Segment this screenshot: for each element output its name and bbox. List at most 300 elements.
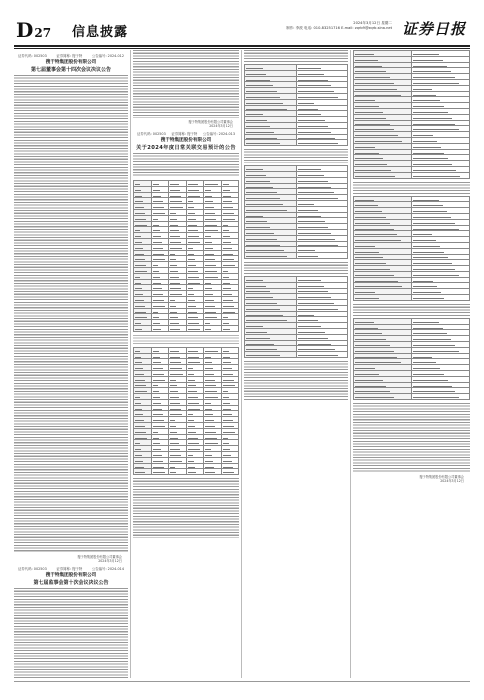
cell-text-placeholder: [205, 432, 216, 433]
cell-text-placeholder: [246, 239, 277, 240]
cell-text-placeholder: [153, 207, 164, 208]
cell-text-placeholder: [135, 403, 141, 404]
cell-text-placeholder: [153, 184, 160, 185]
cell-text-placeholder: [298, 138, 335, 139]
cell-text-placeholder: [413, 386, 452, 387]
cell-text-placeholder: [355, 176, 395, 177]
cell-text-placeholder: [298, 216, 322, 217]
cell-text-placeholder: [153, 300, 164, 301]
cell-text-placeholder: [355, 380, 383, 381]
cell-text-placeholder: [135, 449, 141, 450]
cell-text-placeholder: [135, 190, 141, 191]
cell-text-placeholder: [188, 306, 196, 307]
notice-header-1: [14, 53, 128, 73]
cell-text-placeholder: [298, 221, 325, 222]
signature: [353, 475, 470, 483]
cell-text-placeholder: [413, 217, 451, 218]
cell-text-placeholder: [298, 256, 319, 257]
cell-text-placeholder: [246, 198, 280, 199]
cell-text-placeholder: [413, 240, 436, 241]
cell-text-placeholder: [153, 323, 160, 324]
cell-text-placeholder: [188, 207, 195, 208]
table-cell: [151, 469, 169, 475]
company-name: 搜于特集团股份有限公司: [160, 138, 212, 143]
cell-text-placeholder: [413, 333, 447, 334]
notice-body: [353, 304, 470, 316]
cell-text-placeholder: [413, 292, 441, 293]
cell-text-placeholder: [413, 200, 439, 201]
cell-text-placeholder: [355, 170, 391, 171]
cell-text-placeholder: [188, 236, 200, 237]
cell-text-placeholder: [188, 397, 199, 398]
cell-text-placeholder: [170, 225, 178, 226]
cell-text-placeholder: [246, 80, 270, 81]
cell-text-placeholder: [170, 230, 179, 231]
cell-text-placeholder: [413, 229, 459, 230]
cell-text-placeholder: [223, 288, 232, 289]
cell-text-placeholder: [205, 449, 211, 450]
cell-text-placeholder: [223, 225, 229, 226]
cell-text-placeholder: [153, 283, 161, 284]
cell-text-placeholder: [170, 403, 180, 404]
cell-text-placeholder: [223, 248, 233, 249]
cell-text-placeholder: [355, 345, 390, 346]
cell-text-placeholder: [170, 449, 180, 450]
cell-text-placeholder: [135, 351, 140, 352]
cell-text-placeholder: [413, 368, 440, 369]
cell-text-placeholder: [170, 277, 179, 278]
cell-text-placeholder: [413, 95, 436, 96]
cell-text-placeholder: [153, 329, 161, 330]
notice-body: [244, 361, 348, 401]
table-cell: [204, 325, 222, 331]
table-cell: [151, 325, 169, 331]
cell-text-placeholder: [153, 248, 163, 249]
cell-text-placeholder: [413, 257, 448, 258]
cell-text-placeholder: [205, 277, 218, 278]
cell-text-placeholder: [153, 368, 163, 369]
notice-meta: [14, 566, 128, 571]
table-body: [134, 181, 239, 332]
cell-text-placeholder: [170, 374, 183, 375]
table-cell: [169, 469, 187, 475]
cell-text-placeholder: [153, 317, 159, 318]
cell-text-placeholder: [188, 184, 199, 185]
cell-text-placeholder: [188, 329, 200, 330]
stock-code: 证券代码: 002503: [18, 54, 47, 58]
cell-text-placeholder: [188, 385, 197, 386]
cell-text-placeholder: [223, 385, 236, 386]
issue-info: [282, 21, 392, 31]
issue-contact: 制作: 李波 电话: 010-83251716 E-mail: zqrb9@zqrb.sina.net: [286, 26, 392, 30]
cell-text-placeholder: [355, 89, 397, 90]
notice-body: [14, 588, 128, 678]
cell-text-placeholder: [205, 329, 211, 330]
notice-header-3: [14, 566, 128, 586]
cell-text-placeholder: [170, 409, 181, 410]
cell-text-placeholder: [205, 207, 214, 208]
cell-text-placeholder: [223, 432, 236, 433]
cell-text-placeholder: [153, 461, 163, 462]
cell-text-placeholder: [135, 432, 146, 433]
cell-text-placeholder: [413, 362, 436, 363]
cell-text-placeholder: [246, 280, 263, 281]
cell-text-placeholder: [413, 275, 459, 276]
cell-text-placeholder: [153, 467, 164, 468]
cell-text-placeholder: [223, 242, 232, 243]
cell-text-placeholder: [153, 190, 161, 191]
cell-text-placeholder: [135, 230, 140, 231]
cell-text-placeholder: [153, 254, 164, 255]
cell-text-placeholder: [153, 271, 159, 272]
cell-text-placeholder: [413, 205, 443, 206]
table-cell: [412, 394, 470, 400]
cell-text-placeholder: [413, 328, 443, 329]
cell-text-placeholder: [223, 236, 231, 237]
cell-text-placeholder: [153, 380, 165, 381]
cell-text-placeholder: [135, 329, 142, 330]
cell-text-placeholder: [135, 409, 142, 410]
cell-text-placeholder: [205, 196, 212, 197]
cell-text-placeholder: [298, 227, 329, 228]
cell-text-placeholder: [298, 250, 315, 251]
cell-text-placeholder: [246, 320, 287, 321]
cell-text-placeholder: [135, 426, 145, 427]
cell-text-placeholder: [135, 184, 140, 185]
table-cell: [412, 295, 470, 301]
cell-text-placeholder: [413, 211, 447, 212]
cell-text-placeholder: [188, 219, 197, 220]
cell-text-placeholder: [135, 362, 142, 363]
cell-text-placeholder: [298, 175, 325, 176]
cell-text-placeholder: [298, 169, 321, 170]
cell-text-placeholder: [135, 380, 145, 381]
cell-text-placeholder: [413, 281, 433, 282]
cell-text-placeholder: [153, 351, 160, 352]
paper-logo: 证券日报: [401, 20, 466, 38]
footer-rule: [14, 681, 470, 682]
cell-text-placeholder: [413, 124, 455, 125]
cell-text-placeholder: [205, 385, 216, 386]
cell-text-placeholder: [298, 326, 322, 327]
cell-text-placeholder: [188, 368, 194, 369]
cell-text-placeholder: [205, 409, 212, 410]
cell-text-placeholder: [355, 374, 379, 375]
column-3: [244, 50, 348, 678]
cell-text-placeholder: [246, 114, 263, 115]
cell-text-placeholder: [205, 242, 212, 243]
announcement-number: 公告编号: 2024-014: [91, 567, 124, 571]
cell-text-placeholder: [298, 344, 332, 345]
cell-text-placeholder: [188, 288, 193, 289]
cell-text-placeholder: [205, 306, 215, 307]
cell-text-placeholder: [298, 198, 338, 199]
cell-text-placeholder: [223, 438, 229, 439]
cell-text-placeholder: [355, 158, 383, 159]
related-party-table: [244, 64, 348, 146]
stock-code: 证券代码: 002503: [18, 567, 47, 571]
cell-text-placeholder: [223, 230, 230, 231]
cell-text-placeholder: [355, 275, 394, 276]
notice-title: 关于2024年度日常关联交易预计的公告: [136, 145, 236, 151]
cell-text-placeholder: [153, 472, 165, 473]
cell-text-placeholder: [170, 323, 179, 324]
cell-text-placeholder: [135, 467, 144, 468]
cell-text-placeholder: [298, 97, 338, 98]
cell-text-placeholder: [355, 391, 390, 392]
cell-text-placeholder: [298, 109, 318, 110]
cell-text-placeholder: [135, 283, 141, 284]
table-cell: [296, 352, 348, 358]
cell-text-placeholder: [153, 449, 161, 450]
cell-text-placeholder: [205, 265, 216, 266]
cell-text-placeholder: [205, 351, 218, 352]
notice-header-2: [133, 131, 239, 151]
cell-text-placeholder: [223, 409, 232, 410]
signature-company: 搜于特集团股份有限公司董事会: [77, 555, 122, 559]
cell-text-placeholder: [355, 240, 401, 241]
cell-text-placeholder: [205, 323, 210, 324]
cell-text-placeholder: [223, 184, 230, 185]
cell-text-placeholder: [170, 271, 178, 272]
cell-text-placeholder: [205, 443, 218, 444]
cell-text-placeholder: [135, 207, 144, 208]
table-cell: [186, 325, 204, 331]
cell-text-placeholder: [355, 351, 394, 352]
cell-text-placeholder: [413, 397, 459, 398]
table-row: [354, 295, 470, 301]
cell-text-placeholder: [298, 143, 339, 144]
cell-text-placeholder: [170, 438, 178, 439]
cell-text-placeholder: [170, 312, 177, 313]
cell-text-placeholder: [246, 210, 287, 211]
cell-text-placeholder: [355, 141, 402, 142]
cell-text-placeholder: [170, 385, 177, 386]
cell-text-placeholder: [205, 312, 216, 313]
cell-text-placeholder: [223, 219, 236, 220]
cell-text-placeholder: [205, 184, 218, 185]
cell-text-placeholder: [355, 263, 386, 264]
cell-text-placeholder: [413, 170, 456, 171]
cell-text-placeholder: [298, 291, 328, 292]
cell-text-placeholder: [413, 357, 432, 358]
cell-text-placeholder: [246, 132, 274, 133]
signature: [133, 120, 239, 128]
page-number-digits: 27: [34, 26, 52, 40]
company-name: 搜于特集团股份有限公司: [45, 573, 97, 578]
cell-text-placeholder: [223, 329, 231, 330]
cell-text-placeholder: [170, 207, 183, 208]
cell-text-placeholder: [246, 120, 267, 121]
cell-text-placeholder: [413, 100, 440, 101]
cell-text-placeholder: [223, 283, 231, 284]
cell-text-placeholder: [153, 236, 161, 237]
cell-text-placeholder: [153, 277, 160, 278]
cell-text-placeholder: [223, 455, 232, 456]
notice-body: [244, 262, 348, 274]
cell-text-placeholder: [170, 219, 177, 220]
cell-text-placeholder: [188, 455, 193, 456]
notice-body: [353, 182, 470, 194]
cell-text-placeholder: [170, 283, 180, 284]
signature: [14, 555, 128, 563]
table-body: [245, 65, 348, 146]
cell-text-placeholder: [188, 374, 195, 375]
cell-text-placeholder: [413, 60, 443, 61]
notice-body: [353, 403, 470, 473]
cell-text-placeholder: [246, 332, 267, 333]
cell-text-placeholder: [223, 467, 234, 468]
cell-text-placeholder: [205, 259, 215, 260]
cell-text-placeholder: [355, 368, 375, 369]
cell-text-placeholder: [188, 438, 198, 439]
related-party-table: [353, 318, 470, 400]
cell-text-placeholder: [135, 259, 145, 260]
cell-text-placeholder: [205, 219, 216, 220]
cell-text-placeholder: [135, 306, 145, 307]
cell-text-placeholder: [298, 132, 332, 133]
cell-text-placeholder: [298, 181, 328, 182]
cell-text-placeholder: [413, 234, 432, 235]
masthead: [14, 18, 470, 44]
cell-text-placeholder: [355, 153, 379, 154]
stock-code: 证券代码: 002503: [137, 132, 166, 136]
cell-text-placeholder: [355, 281, 398, 282]
cell-text-placeholder: [298, 245, 339, 246]
cell-text-placeholder: [246, 297, 273, 298]
cell-text-placeholder: [205, 283, 211, 284]
cell-text-placeholder: [153, 259, 165, 260]
cell-text-placeholder: [413, 135, 433, 136]
cell-text-placeholder: [298, 68, 321, 69]
cell-text-placeholder: [188, 230, 199, 231]
table-cell: [245, 140, 297, 146]
cell-text-placeholder: [413, 112, 448, 113]
cell-text-placeholder: [205, 397, 218, 398]
cell-text-placeholder: [413, 176, 460, 177]
cell-text-placeholder: [355, 292, 375, 293]
cell-text-placeholder: [188, 248, 194, 249]
cell-text-placeholder: [135, 385, 146, 386]
cell-text-placeholder: [188, 317, 198, 318]
cell-text-placeholder: [223, 368, 233, 369]
cell-text-placeholder: [355, 164, 387, 165]
table-row: [245, 253, 348, 259]
cell-text-placeholder: [355, 257, 383, 258]
cell-text-placeholder: [135, 213, 145, 214]
cell-text-placeholder: [298, 286, 325, 287]
cell-text-placeholder: [135, 368, 143, 369]
cell-text-placeholder: [153, 230, 160, 231]
column-2: [133, 50, 239, 678]
cell-text-placeholder: [223, 300, 234, 301]
cell-text-placeholder: [223, 323, 230, 324]
cell-text-placeholder: [246, 256, 287, 257]
cell-text-placeholder: [298, 210, 318, 211]
column-1: [14, 50, 128, 678]
cell-text-placeholder: [188, 300, 195, 301]
cell-text-placeholder: [188, 351, 199, 352]
cell-text-placeholder: [355, 298, 379, 299]
cell-text-placeholder: [223, 420, 234, 421]
cell-text-placeholder: [188, 467, 195, 468]
cell-text-placeholder: [355, 95, 401, 96]
cell-text-placeholder: [223, 207, 234, 208]
cell-text-placeholder: [298, 280, 321, 281]
cell-text-placeholder: [135, 294, 143, 295]
masthead-rule: [14, 45, 470, 47]
cell-text-placeholder: [355, 135, 398, 136]
cell-text-placeholder: [355, 322, 374, 323]
cell-text-placeholder: [355, 66, 382, 67]
cell-text-placeholder: [170, 461, 182, 462]
cell-text-placeholder: [153, 385, 158, 386]
cell-text-placeholder: [413, 298, 444, 299]
cell-text-placeholder: [413, 89, 432, 90]
cell-text-placeholder: [246, 233, 274, 234]
cell-text-placeholder: [355, 54, 374, 55]
table-cell: [204, 469, 222, 475]
cell-text-placeholder: [188, 432, 197, 433]
issue-date: 2024年3月12日 星期二: [353, 21, 392, 25]
table-body: [354, 196, 470, 300]
cell-text-placeholder: [246, 143, 280, 144]
cell-text-placeholder: [135, 219, 146, 220]
cell-text-placeholder: [170, 265, 177, 266]
cell-text-placeholder: [355, 100, 375, 101]
cell-text-placeholder: [413, 269, 455, 270]
cell-text-placeholder: [188, 196, 201, 197]
table-row: [134, 469, 239, 475]
cell-text-placeholder: [413, 153, 444, 154]
table-cell: [354, 295, 412, 301]
company-name: 搜于特集团股份有限公司: [45, 60, 97, 65]
cell-text-placeholder: [298, 126, 329, 127]
cell-text-placeholder: [135, 271, 147, 272]
cell-text-placeholder: [170, 254, 175, 255]
cell-text-placeholder: [188, 271, 198, 272]
table-row: [354, 172, 470, 178]
cell-text-placeholder: [170, 184, 179, 185]
cell-text-placeholder: [170, 213, 176, 214]
cell-text-placeholder: [205, 317, 217, 318]
cell-text-placeholder: [223, 254, 234, 255]
cell-text-placeholder: [355, 252, 379, 253]
notice-title: 第七届监事会第十次会议决议公告: [33, 580, 109, 586]
cell-text-placeholder: [135, 300, 144, 301]
cell-text-placeholder: [355, 386, 386, 387]
cell-text-placeholder: [355, 77, 390, 78]
cell-text-placeholder: [246, 227, 270, 228]
cell-text-placeholder: [153, 306, 165, 307]
cell-text-placeholder: [246, 344, 274, 345]
cell-text-placeholder: [135, 374, 144, 375]
cell-text-placeholder: [355, 200, 374, 201]
cell-text-placeholder: [188, 323, 199, 324]
cell-text-placeholder: [298, 338, 329, 339]
cell-text-placeholder: [298, 204, 315, 205]
cell-text-placeholder: [135, 323, 141, 324]
cell-text-placeholder: [188, 362, 201, 363]
cell-text-placeholder: [355, 229, 394, 230]
cell-text-placeholder: [246, 245, 280, 246]
table-cell: [221, 469, 239, 475]
cell-text-placeholder: [135, 254, 144, 255]
cell-text-placeholder: [188, 449, 200, 450]
cell-text-placeholder: [298, 85, 331, 86]
notice-body: [244, 50, 348, 62]
cell-text-placeholder: [246, 221, 267, 222]
